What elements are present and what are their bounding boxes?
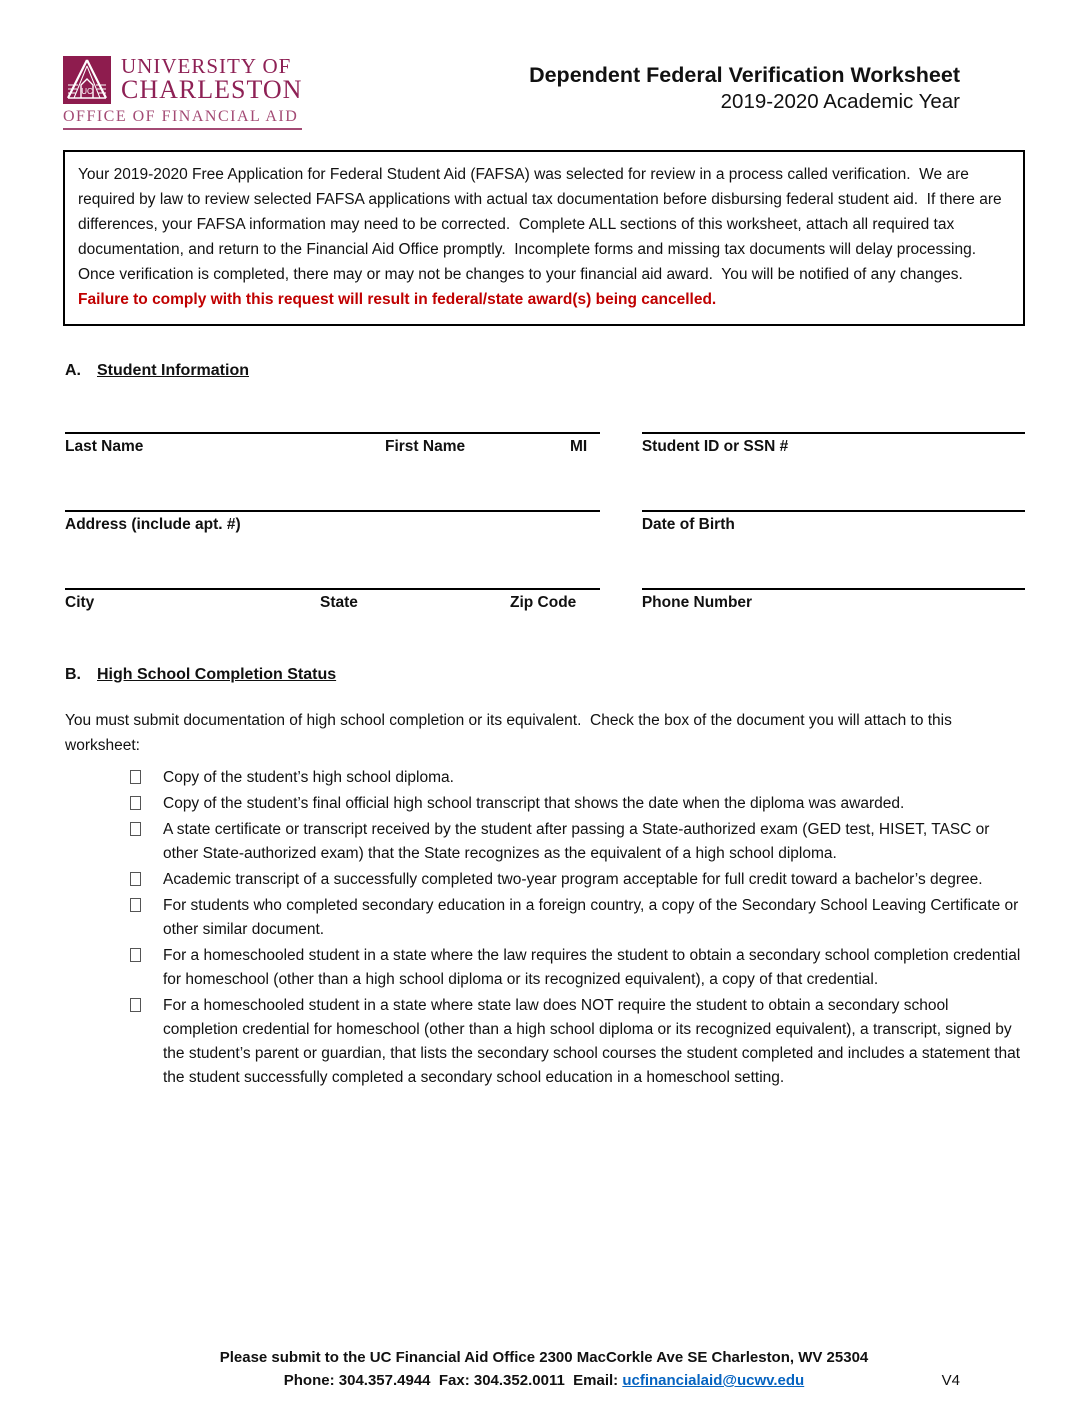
version-label: V4 [941,1372,960,1389]
section-b-heading [65,666,1025,684]
checklist-item-text: For a homeschooled student in a state where the law requires the student to obtain a secondary school completion credential for homeschool (other than a high school diploma or its recognized equivalent), a copy of that credential. [163,947,1021,988]
first-name-label: First Name [385,438,466,455]
footer-contact-line [0,1369,1088,1392]
checklist-item [65,766,1025,790]
logo-office-line: OFFICE OF FINANCIAL AID [63,108,302,130]
email-link[interactable]: ucfinancialaid@ucwv.edu [622,1372,805,1389]
student-id-label: Student ID or SSN # [641,438,789,455]
phone-label: Phone Number [641,594,753,611]
uc-logo-mark-text: UC [81,87,93,96]
logo-line-charleston: CHARLESTON [121,75,303,104]
checkbox-icon[interactable] [130,998,141,1012]
state-label: State [320,594,358,611]
checklist-item [65,868,1025,892]
city-state-zip-line[interactable] [65,588,600,590]
form-row-address [65,510,1025,538]
checklist-item [65,994,1025,1090]
university-logo [63,56,302,130]
student-info-form [65,432,1025,616]
checklist-item-text: For a homeschooled student in a state where state law does NOT require the student to obtain a secondary school completion credential for homeschool (other than a high school diploma or its recognized equivalent), a transcript, signed by the student’s parent or guardian, that lists the secondary school courses the student completed and includes a statement that the student successfully completed a secondary school education in a homeschool setting. [163,997,1021,1086]
last-name-label: Last Name [65,438,144,455]
page-title: Dependent Federal Verification Worksheet [529,63,960,87]
logo-wordmark [121,56,302,102]
intro-notice-box [63,150,1025,326]
student-id-field-line[interactable] [642,432,1025,434]
checklist-item-text: Copy of the student’s final official high school transcript that shows the date when the diploma was awarded. [163,795,905,812]
footer-submit-line: Please submit to the UC Financial Aid Office 2300 MacCorkle Ave SE Charleston, WV 25304 [219,1349,869,1366]
footer [0,1346,1088,1392]
checkbox-icon[interactable] [130,872,141,886]
checklist-item [65,894,1025,942]
name-fields-line[interactable] [65,432,600,434]
address-label: Address (include apt. #) [65,516,241,533]
checkbox-icon[interactable] [130,948,141,962]
intro-body-text: Your 2019-2020 Free Application for Federal Student Aid (FAFSA) was selected for review in a process called verification. We are required by law to review selected FAFSA applications with actual tax documentation before disbursing federal student aid. If there are differences, your FAFSA information may need to be corrected. Complete ALL sections of this worksheet, attach all required tax documentation, and return to the Financial Aid Office promptly. Incomplete forms and missing tax documents will delay processing. Once verification is completed, there may or may not be changes to your financial aid award. You will be notified of any changes. [78,166,1006,283]
section-a-title: Student Information [97,362,249,379]
city-label: City [65,594,95,611]
checklist-item [65,944,1025,992]
section-b-letter: B. [65,666,81,683]
dob-label: Date of Birth [641,516,735,533]
checkbox-icon[interactable] [130,796,141,810]
checkbox-icon[interactable] [130,822,141,836]
checklist-item-text: A state certificate or transcript received by the student after passing a State-authorized exam (GED test, HISET, TASC or other State-authorized exam) that the State recognizes as the equivalent of a high school diploma. [163,821,990,862]
checklist-item [65,818,1025,866]
checklist-item-text: For students who completed secondary education in a foreign country, a copy of the Secondary School Leaving Certificate or other similar document. [163,897,1019,938]
form-row-city-state [65,588,1025,616]
address-field-line[interactable] [65,510,600,512]
hs-completion-checklist [65,766,1025,1090]
header [0,0,1088,130]
section-b-title: High School Completion Status [97,666,337,683]
checklist-item [65,792,1025,816]
section-b-instructions: You must submit documentation of high school completion or its equivalent. Check the box of the document you will attach to this worksheet: [65,712,957,754]
page-subtitle: 2019-2020 Academic Year [720,90,960,113]
checkbox-icon[interactable] [130,770,141,784]
form-row-name [65,432,1025,460]
checklist-item-text: Copy of the student’s high school diploma. [163,769,454,786]
title-block [529,62,960,116]
logo-line-university: UNIVERSITY OF [121,54,292,78]
section-a-letter: A. [65,362,81,379]
mi-label: MI [570,438,588,455]
uc-logo-icon [63,56,111,104]
dob-field-line[interactable] [642,510,1025,512]
intro-warning-text: Failure to comply with this request will result in federal/state award(s) being cancelled. [78,291,717,308]
section-a-heading [65,362,1025,380]
phone-field-line[interactable] [642,588,1025,590]
zip-label: Zip Code [510,594,577,611]
checklist-item-text: Academic transcript of a successfully completed two-year program acceptable for full credit toward a bachelor’s degree. [163,871,983,888]
checkbox-icon[interactable] [130,898,141,912]
footer-contact-text: Phone: 304.357.4944 Fax: 304.352.0011 Email: [283,1372,623,1389]
